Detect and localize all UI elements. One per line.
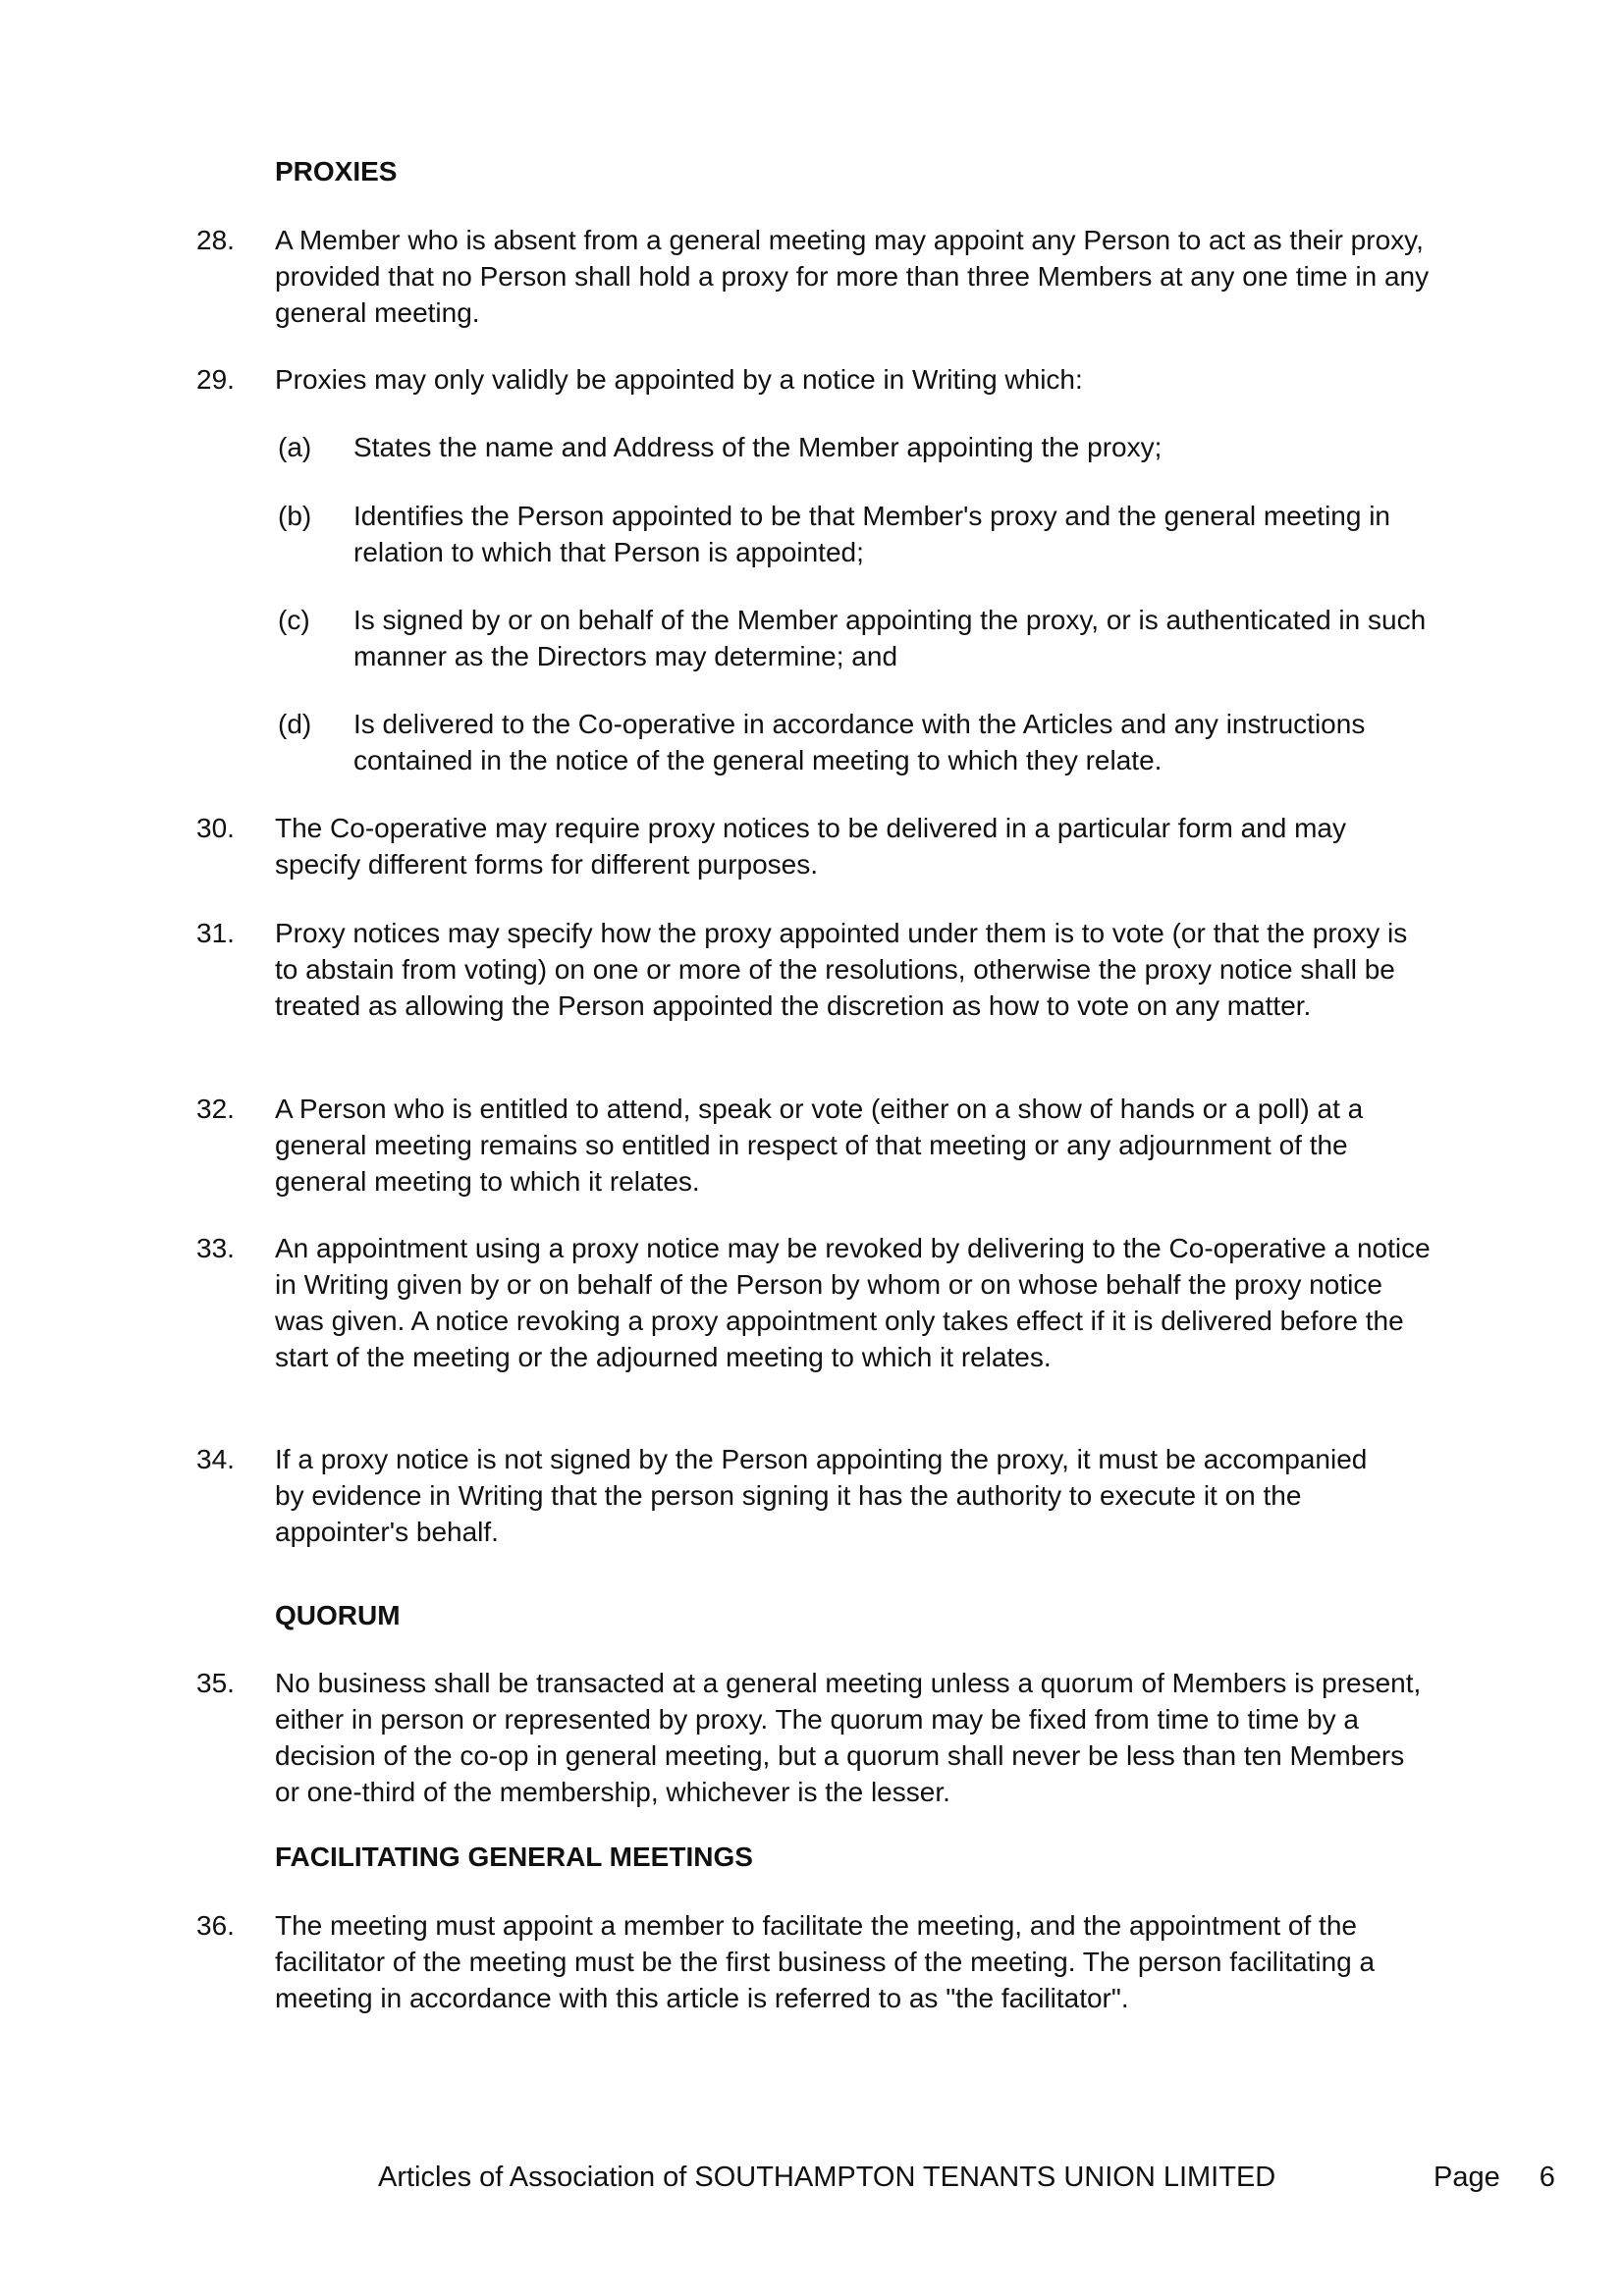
paragraph-number: 30. (196, 813, 235, 843)
paragraph-36 (196, 1907, 1453, 2016)
paragraph-34 (196, 1441, 1453, 1550)
paragraph-text: Proxy notices may specify how the proxy appointed under them is to vote (or that the proxy is to abstain from voting) on one or more of the resolutions, otherwise the proxy notice shall be treated as allowing the Person appointed the discretion as how to vote on any matter. (275, 918, 1408, 1021)
subitem-d (275, 706, 1453, 778)
paragraph-text: No business shall be transacted at a general meeting unless a quorum of Members is present, either in person or represented by proxy. The quorum may be fixed from time to time by a decision of the co-op in general meeting, but a quorum shall never be less than ten Members or one-third of the membership, whichever is the lesser. (275, 1668, 1422, 1807)
paragraph-31 (196, 915, 1453, 1024)
paragraph-number: 33. (196, 1233, 235, 1263)
subitem-label: (a) (278, 432, 312, 462)
paragraph-33 (196, 1230, 1453, 1375)
heading-quorum: QUORUM (275, 1600, 401, 1630)
paragraph-number: 31. (196, 918, 235, 948)
paragraph-text: A Person who is entitled to attend, speak or vote (either on a show of hands or a poll) at a general meeting remains so entitled in respect of that meeting or any adjournment of the general meeting to which it relates. (275, 1094, 1364, 1197)
paragraph-number: 36. (196, 1910, 235, 1941)
subitem-a (275, 429, 1453, 465)
footer-page-label: Page (1434, 2162, 1500, 2193)
paragraph-number: 35. (196, 1668, 235, 1698)
subitem-label: (d) (278, 709, 312, 739)
paragraph-number: 34. (196, 1444, 235, 1474)
paragraph-text: The Co-operative may require proxy notices to be delivered in a particular form and may specify different forms for different purposes. (275, 813, 1346, 880)
subitem-label: (b) (278, 501, 312, 531)
paragraph-text: An appointment using a proxy notice may be revoked by delivering to the Co-operative a notice in Writing given by or on behalf of the Person by whom or on whose behalf the proxy notice was given. A notice revoking a proxy appointment only takes effect if it is delivered before the start of the meeting or the adjourned meeting to which it relates. (275, 1233, 1431, 1372)
subitem-label: (c) (278, 605, 310, 635)
paragraph-text: A Member who is absent from a general meeting may appoint any Person to act as their proxy, provided that no Person shall hold a proxy for more than three Members at any one time in any general meeting. (275, 225, 1430, 328)
subitem-text: Is delivered to the Co-operative in accordance with the Articles and any instructions contained in the notice of the general meeting to which they relate. (353, 709, 1366, 775)
paragraph-number: 29. (196, 364, 235, 395)
paragraph-number: 32. (196, 1094, 235, 1124)
subitem-text: States the name and Address of the Member appointing the proxy; (353, 432, 1163, 462)
paragraph-text: The meeting must appoint a member to facilitate the meeting, and the appointment of the facilitator of the meeting must be the first business of the meeting. The person facilitating a meeting in accordance with this article is referred to as "the facilitator". (275, 1910, 1376, 2013)
heading-facilitating-general-meetings: FACILITATING GENERAL MEETINGS (275, 1842, 753, 1872)
paragraph-29 (196, 361, 1453, 398)
paragraph-28 (196, 222, 1453, 331)
paragraph-number: 28. (196, 225, 235, 255)
subitem-c (275, 602, 1453, 674)
footer-page-number: 6 (1539, 2162, 1555, 2193)
paragraph-text: Proxies may only validly be appointed by a notice in Writing which: (275, 364, 1083, 395)
paragraph-35 (196, 1665, 1453, 1810)
subitem-text: Identifies the Person appointed to be that Member's proxy and the general meeting in relation to which that Person is appointed; (353, 501, 1391, 567)
paragraph-30 (196, 810, 1453, 882)
heading-proxies: PROXIES (275, 156, 398, 187)
subitem-b (275, 498, 1453, 570)
paragraph-text: If a proxy notice is not signed by the Person appointing the proxy, it must be accompanied by evidence in Writing that the person signing it has the authority to execute it on the appointer's behalf. (275, 1444, 1368, 1547)
footer-title: Articles of Association of SOUTHAMPTON TENANTS UNION LIMITED (378, 2162, 1276, 2193)
footer-page-indicator (1434, 2160, 1555, 2196)
paragraph-32 (196, 1091, 1453, 1200)
subitem-text: Is signed by or on behalf of the Member appointing the proxy, or is authenticated in such manner as the Directors may determine; and (353, 605, 1427, 671)
